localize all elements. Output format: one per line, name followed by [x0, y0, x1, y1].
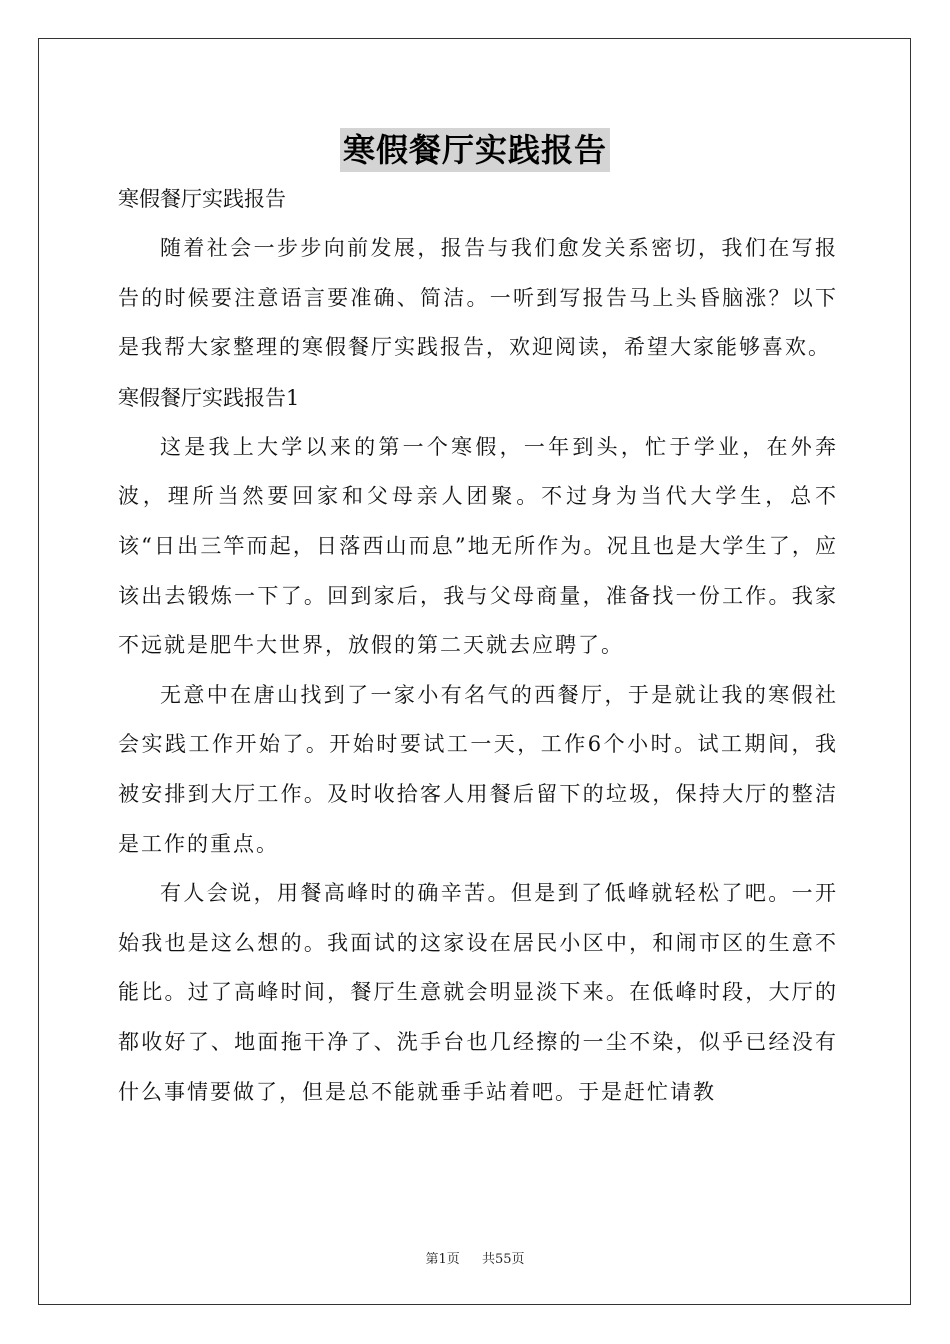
title-container — [0, 128, 950, 172]
document-body — [118, 180, 838, 1117]
body-paragraph-2: 无意中在唐山找到了一家小有名气的西餐厅，于是就让我的寒假社会实践工作开始了。开始时要试工一天，工作6个小时。试工期间，我被安排到大厅工作。及时收拾客人用餐后留下的垃圾，保持大厅的整洁是工作的重点。 — [118, 682, 838, 856]
page-number: 第1页 — [425, 1252, 460, 1267]
document-subtitle: 寒假餐厅实践报告 — [118, 187, 286, 211]
body-paragraph-3: 有人会说，用餐高峰时的确辛苦。但是到了低峰就轻松了吧。一开始我也是这么想的。我面试的这家设在居民小区中，和闹市区的生意不能比。过了高峰时间，餐厅生意就会明显淡下来。在低峰时段，大厅的都收好了、地面拖干净了、洗手台也几经擦的一尘不染，似乎已经没有什么事情要做了，但是总不能就垂手站着吧。于是赶忙请教 — [118, 881, 838, 1104]
section-heading: 寒假餐厅实践报告1 — [118, 385, 300, 410]
page-total: 共55页 — [482, 1252, 525, 1267]
page-footer — [0, 1248, 950, 1267]
body-paragraph-1: 这是我上大学以来的第一个寒假，一年到头，忙于学业，在外奔波，理所当然要回家和父母亲人团聚。不过身为当代大学生，总不该“日出三竿而起，日落西山而息”地无所作为。况且也是大学生了，应该出去锻炼一下了。回到家后，我与父母商量，准备找一份工作。我家不远就是肥牛大世界，放假的第二天就去应聘了。 — [118, 434, 838, 658]
document-title: 寒假餐厅实践报告 — [340, 128, 610, 172]
intro-paragraph: 随着社会一步步向前发展，报告与我们愈发关系密切，我们在写报告的时候要注意语言要准确、简洁。一听到写报告马上头昏脑涨？以下是我帮大家整理的寒假餐厅实践报告，欢迎阅读，希望大家能够喜欢。 — [118, 236, 838, 360]
